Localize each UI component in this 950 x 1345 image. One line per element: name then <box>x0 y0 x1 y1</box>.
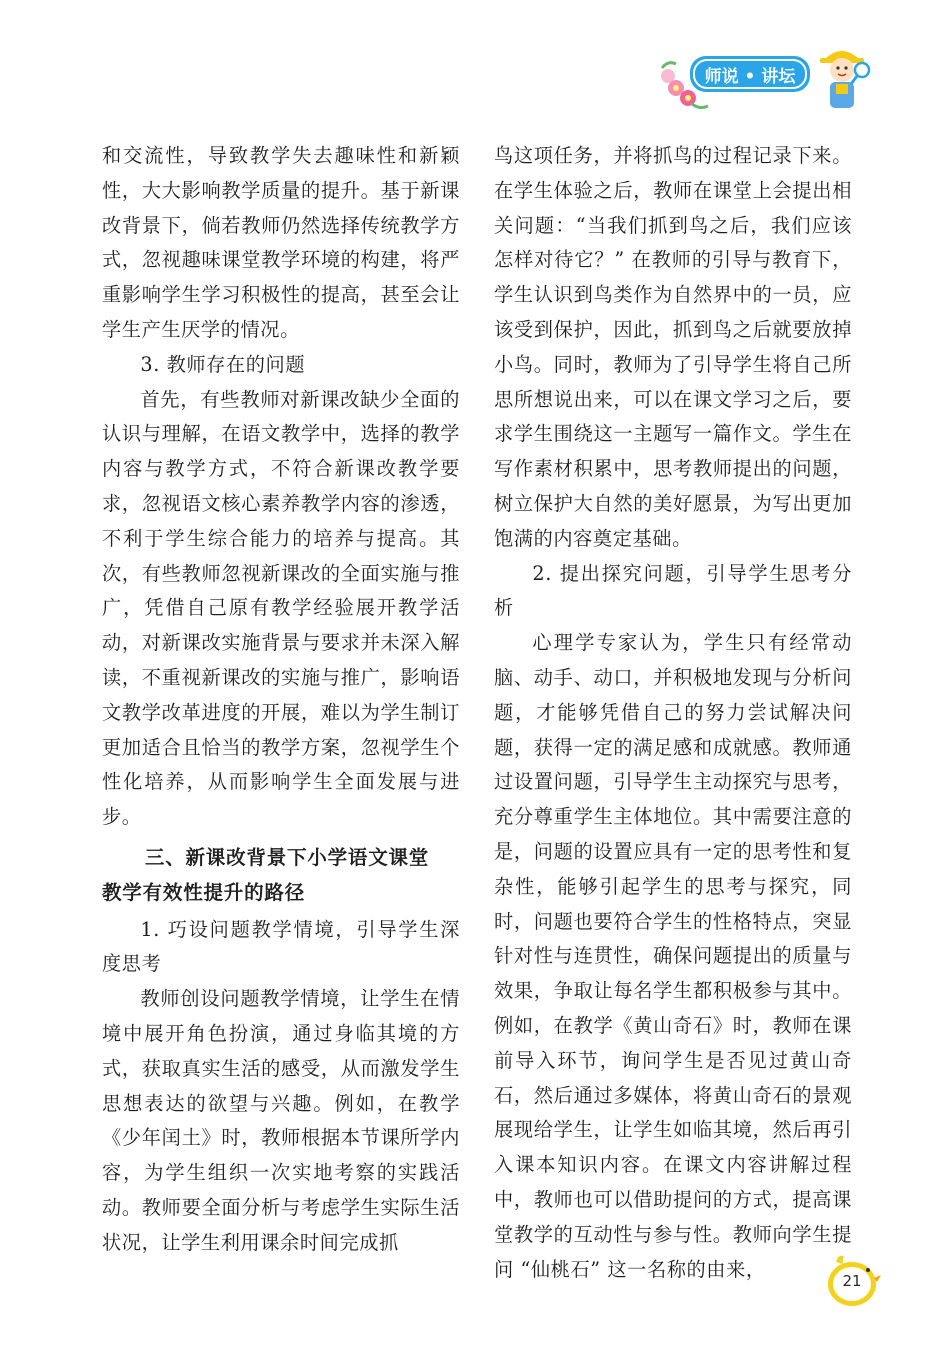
paragraph: 首先，有些教师对新课改缺少全面的认识与理解，在语文教学中，选择的教学内容与教学方式，不符合新课改教学要求，忽视语文核心素养教学内容的渗透，不利于学生综合能力的培养与提高。其次，有些教师忽视新课改的全面实施与推广，凭借自己原有教学经验展开教学活动，对新课改实施背景与要求并未深入解读，不重视新课改的实施与推广，影响语文教学改革进度的开展，难以为学生制订更加适合且恰当的教学方案，忽视学生个性化培养，从而影响学生全面发展与进步。 <box>102 387 460 829</box>
page-number-badge <box>818 1248 882 1312</box>
paragraph: 心理学专家认为，学生只有经常动脑、动手、动口，并积极地发现与分析问题，才能够凭借自己的努力尝试解决问题，获得一定的满足感和成就感。教师通过设置问题，引导学生主动探究与思考，充分尊重学生主体地位。其中需要注意的是，问题的设置应具有一定的思考性和复杂性，能够引起学生的思考与探究，同时，问题也要符合学生的性格特点，突显针对性与连贯性，确保问题提出的质量与效果，争取让每名学生都积极参与其中。例如，在教学《黄山奇石》时，教师在课前导入环节，询问学生是否见过黄山奇石，然后通过多媒体，将黄山奇石的景观展现给学生，让学生如临其境，然后再引入课本知识内容。在课文内容讲解过程中，教师也可以借助提问的方式，提高课堂教学的互动性与参与性。教师向学生提问 “仙桃石” 这一名称的由来， <box>494 631 852 1281</box>
subheading: 3. 教师存在的问题 <box>140 352 306 376</box>
paragraph: 和交流性，导致教学失去趣味性和新颖性，大大影响教学质量的提升。基于新课改背景下，倘若教师仍然选择传统教学方式，忽视趣味课堂教学环境的构建，将严重影响学生学习积极性的提高，甚至会让学生产生厌学的情况。 <box>102 144 460 341</box>
cartoon-child-icon <box>820 51 869 108</box>
subheading: 1. 巧设问题教学情境，引导学生深度思考 <box>102 917 460 976</box>
paragraph: 鸟这项任务，并将抓鸟的过程记录下来。在学生体验之后，教师在课堂上会提出相关问题：“当我们抓到鸟之后，我们应该怎样对待它？” 在教师的引导与教育下，学生认识到鸟类作为自然界中的一员，应该受到保护，因此，抓到鸟之后就要放掉小鸟。同时，教师为了引导学生将自己所思所想说出来，可以在课文学习之后，要求学生围绕这一主题写一篇作文。学生在写作素材积累中，思考教师提出的问题，树立保护大自然的美好愿景，为写出更加饱满的内容奠定基础。 <box>494 144 852 550</box>
paragraph: 教师创设问题教学情境，让学生在情境中展开角色扮演，通过身临其境的方式，获取真实生活的感受，从而激发学生思想表达的欲望与兴趣。例如，在教学《少年闰土》时，教师根据本节课所学内容，为学生组织一次实地考察的实践活动。教师要全面分析与考虑学生实际生活状况，让学生利用课余时间完成抓 <box>102 987 460 1254</box>
left-column <box>102 139 460 1261</box>
section-heading <box>102 841 460 911</box>
section-heading-line: 教学有效性提升的路径 <box>102 880 306 904</box>
section-heading-line: 三、新课改背景下小学语文课堂 <box>144 845 430 869</box>
right-column <box>494 139 852 1287</box>
page-number: 21 <box>842 1272 862 1290</box>
subheading: 2. 提出探究问题，引导学生思考分析 <box>494 561 852 620</box>
column-title: 师说 • 讲坛 <box>704 67 796 87</box>
column-logo <box>652 40 872 120</box>
column-banner-graphic <box>652 40 872 120</box>
